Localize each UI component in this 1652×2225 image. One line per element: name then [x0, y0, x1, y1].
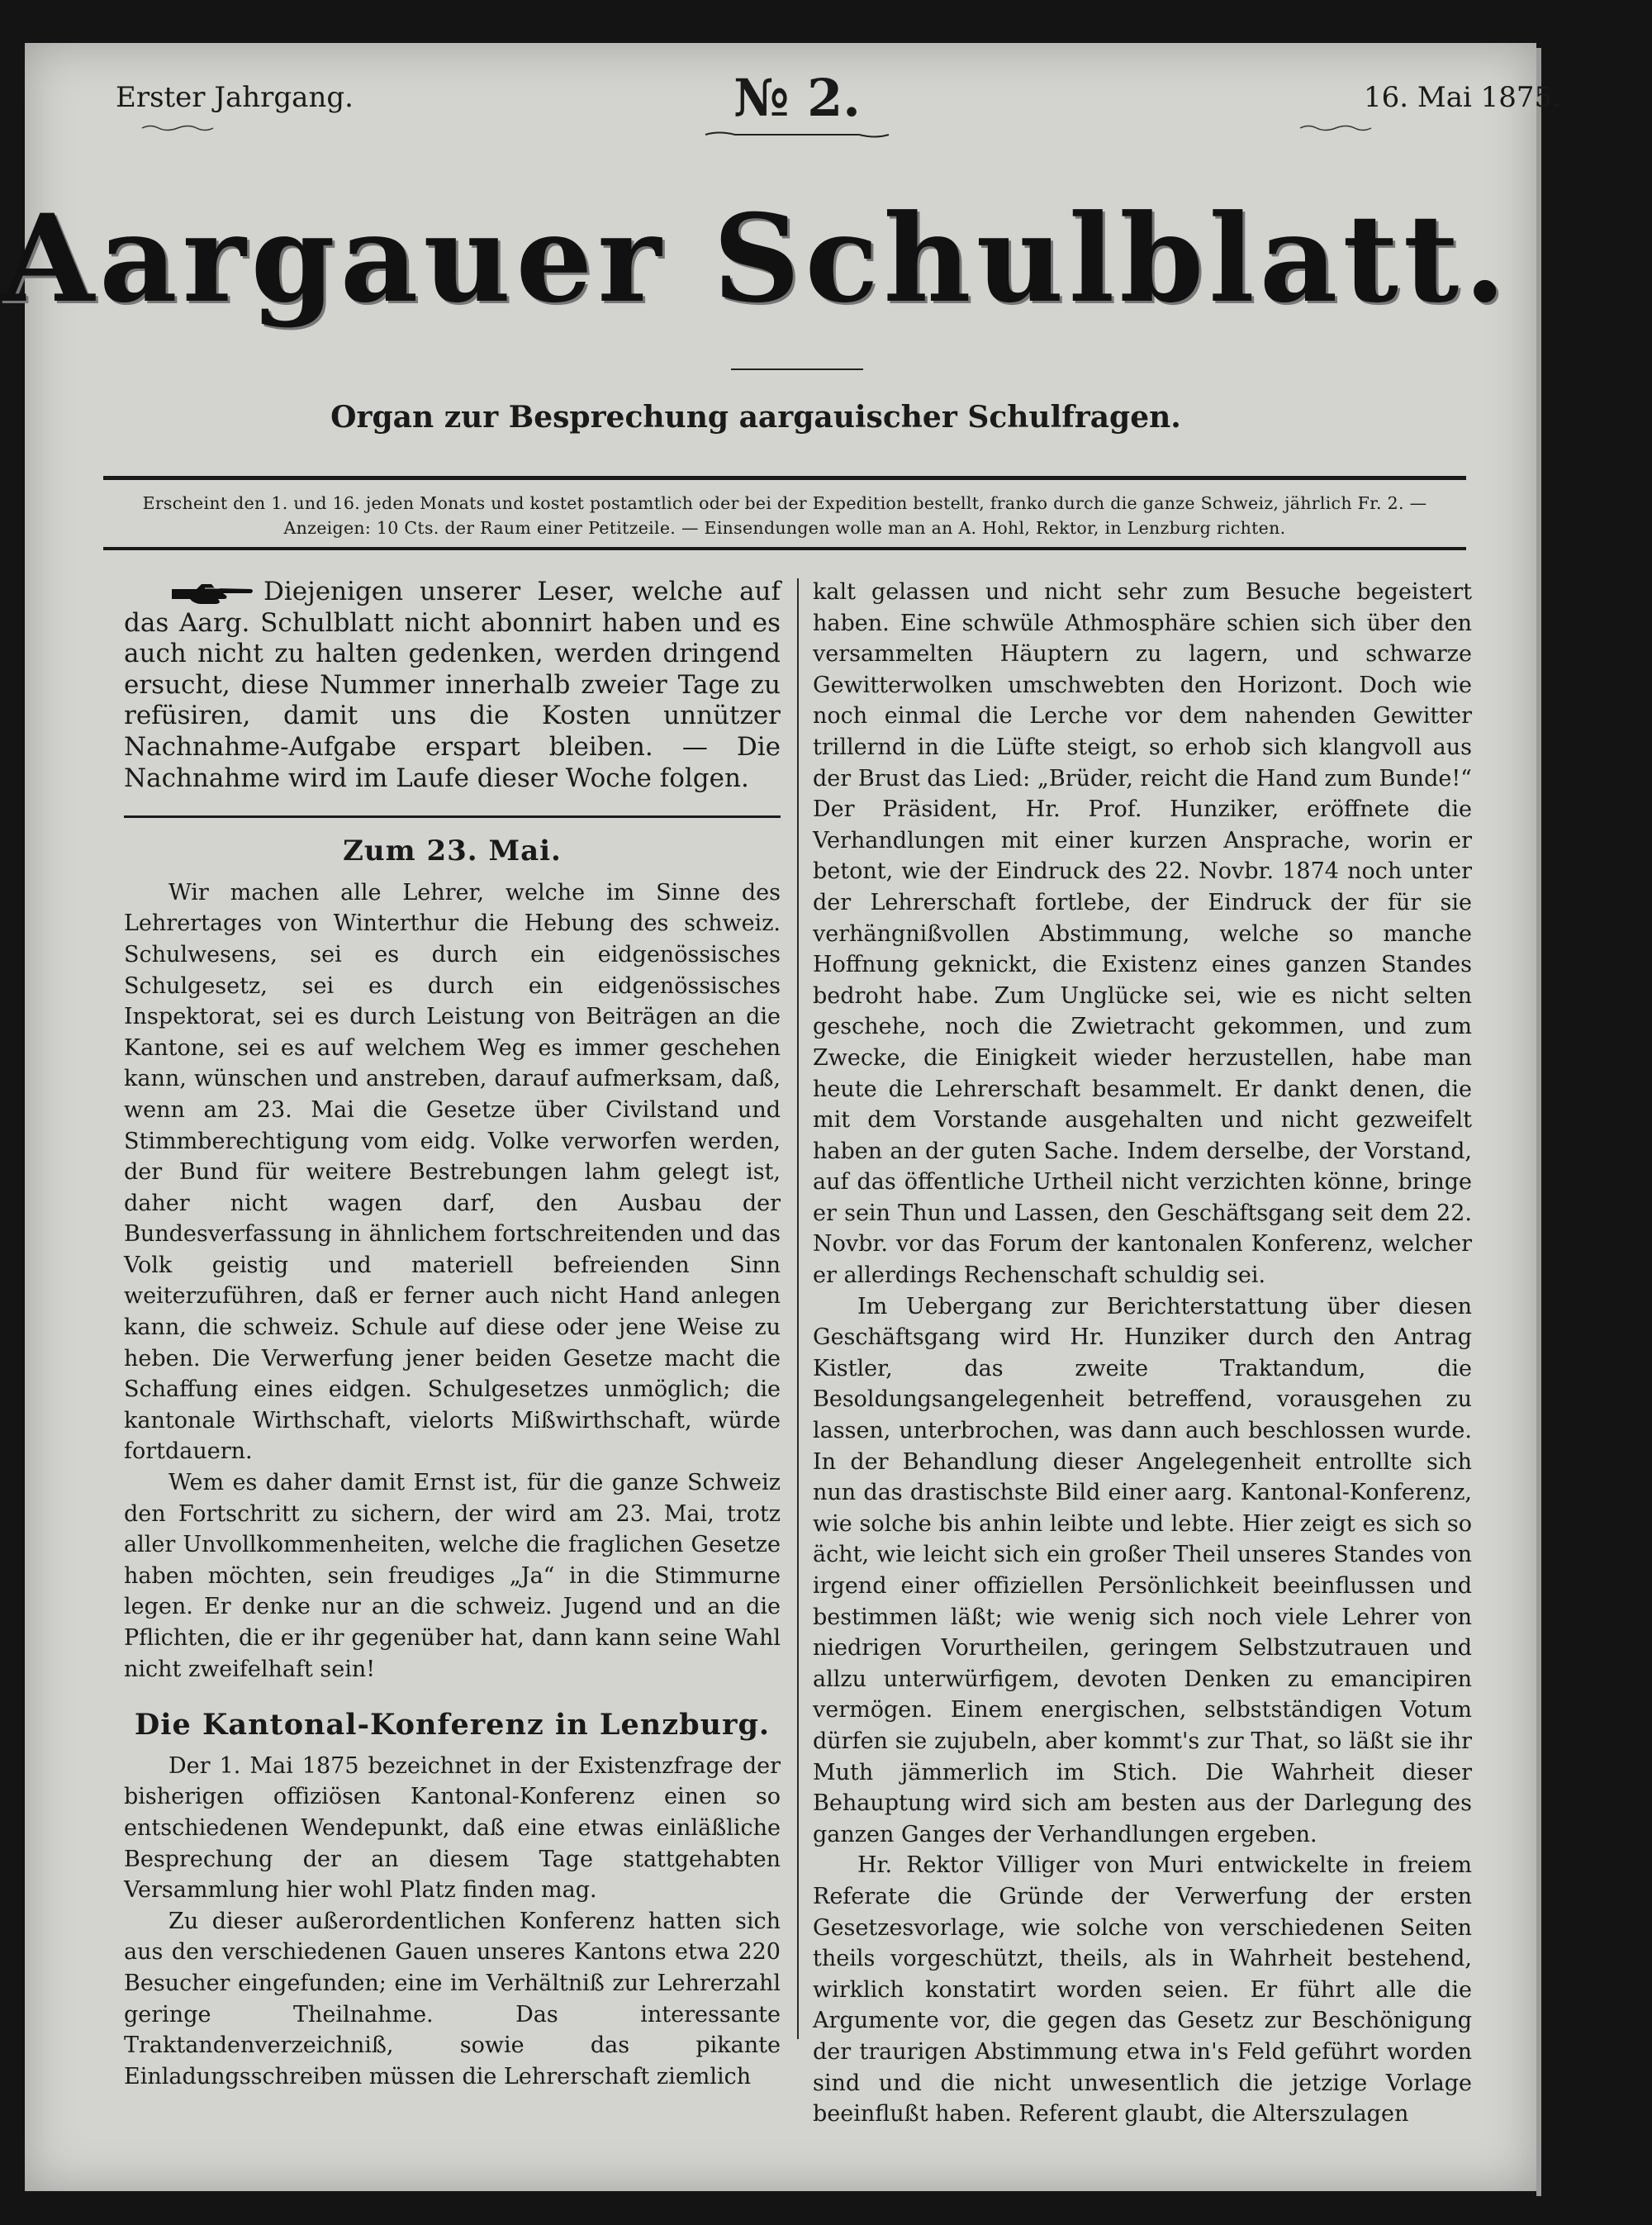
notice-text: Diejenigen unserer Leser, welche auf das Aarg. Schulblatt nicht abonnirt haben und es auch nicht zu halten gedenken, werden dringend ersucht, diese Nummer innerhalb zweier Tage zu refüsiren, damit uns die Kosten unnützer Nachnahme-Aufgabe erspart bleiben. — Die Nachnahme wird im Laufe dieser Woche folgen. — [124, 577, 781, 793]
article-paragraph: kalt gelassen und nicht sehr zum Besuche begeistert haben. Eine schwüle Athmosphäre schien sich über den versammelten Häuptern zu lagern, und schwarze Gewitterwolken umschwebten den Horizont. Doch wie noch einmal die Lerche vor dem nahenden Gewitter trillernd in die Lüfte steigt, so erhob sich klangvoll aus der Brust das Lied: „Brüder, reicht die Hand zum Bunde!“ Der Präsident, Hr. Prof. Hunziker, eröffnete die Verhandlungen mit einer kurzen Ansprache, worin er betont, wie der Eindruck des 22. Novbr. 1874 noch unter der Lehrerschaft fortlebe, der Eindruck der für sie verhängnißvollen Abstimmung, welche so manche Hoffnung geknickt, die Existenz eines ganzen Standes bedroht habe. Zum Unglücke sei, wie es nicht selten geschehe, noch die Zwietracht gekommen, und zum Zwecke, die Einigkeit wieder herzustellen, habe man heute die Lehrerschaft besammelt. Er dankt denen, die mit dem Vorstande ausgehalten und nicht gezweifelt haben an der guten Sache. Indem derselbe, der Vorstand, auf das öffentliche Urtheil nicht verzichten könne, bringe er sein Thun und Lassen, den Geschäftsgang seit dem 22. Novbr. vor das Forum der kantonalen Konferenz, welcher er allerdings Rechenschaft schuldig sei. — [813, 579, 1472, 1289]
imprint-line-2: Anzeigen: 10 Cts. der Raum einer Petitzeile. — Einsendungen wolle man an A. Hohl, Rektor, in Lenzburg richten. — [283, 518, 1286, 538]
article-paragraph: Wem es daher damit Ernst ist, für die ganze Schweiz den Fortschritt zu sichern, der wird am 23. Mai, trotz aller Unvollkommenheiten, welche die fraglichen Gesetze haben möchten, sein freudiges „Ja“ in die Stimmurne legen. Er denke nur an die schweiz. Jugend und an die Pflichten, die er ihr gegenüber hat, dann kann seine Wahl nicht zweifelhaft sein! — [124, 1470, 781, 1682]
imprint-box — [103, 491, 1466, 540]
article-heading: Die Kantonal-Konferenz in Lenzburg. — [134, 1708, 771, 1742]
issue-date: 16. Mai 1875. — [1364, 81, 1561, 114]
section-rule — [124, 815, 781, 818]
subscriber-notice — [124, 577, 781, 794]
pointing-hand-icon — [169, 581, 255, 606]
masthead-title: Aargauer Schulblatt. — [0, 188, 1512, 330]
masthead-subtitle: Organ zur Besprechung aargauischer Schulfragen. — [330, 400, 1181, 435]
masthead-rule — [731, 368, 863, 370]
article-paragraph: Zu dieser außerordentlichen Konferenz hatten sich aus den verschiedenen Gauen unseres Kantons etwa 220 Besucher eingefunden; eine im Verhältniß zur Lehrerzahl geringe Theilnahme. Das interessante Traktandenverzeichniß, sowie das pikante Einladungsschreiben müssen die Lehrerschaft ziemlich — [124, 1908, 781, 2090]
ornament-swash — [140, 124, 215, 132]
right-column — [813, 577, 1472, 2130]
article-paragraph: Der 1. Mai 1875 bezeichnet in der Existenzfrage der bisherigen offiziösen Kantonal-Konferenz einen so entschiedenen Wendepunkt, daß eine etwas einläßliche Besprechung der an diesem Tage stattgehabten Versammlung hier wohl Platz finden mag. — [124, 1752, 781, 1904]
page-edge — [1536, 48, 1541, 2196]
article-paragraph: Im Uebergang zur Berichterstattung über diesen Geschäftsgang wird Hr. Hunziker durch den Antrag Kistler, das zweite Traktandum, die Besoldungsangelegenheit betreffend, vorausgehen zu lassen, unterbrochen, was dann auch beschlossen wurde. In der Behandlung dieser Angelegenheit entrollte sich nun das drastischste Bild einer aarg. Kantonal-Konferenz, wie solche bis anhin leibte und lebte. Hier zeigt es sich so ächt, wie leicht sich ein großer Theil unseres Standes von irgend einer offiziellen Persönlichkeit beeinflussen und bestimmen läßt; wie wenig sich noch viele Lehrer von niedrigen Vorurtheilen, geringem Selbstzutrauen und allzu unterwürfigem, devoten Denken zu emancipiren vermögen. Einem energischen, selbstständigen Votum dürfen sie zujubeln, aber kommt's zur That, so läßt sie ihr Muth jämmerlich im Stich. Die Wahrheit dieser Behauptung wird sich am besten aus der Darlegung des ganzen Ganges der Verhandlungen ergeben. — [813, 1293, 1472, 1847]
issue-number-underline — [702, 129, 892, 140]
left-column — [124, 577, 781, 2092]
issue-number-block — [702, 68, 892, 144]
issue-number: № 2. — [733, 68, 861, 128]
article-heading: Zum 23. Mai. — [343, 834, 562, 868]
imprint-rule-bottom — [103, 547, 1466, 550]
article-paragraph: Hr. Rektor Villiger von Muri entwickelte in freiem Referate die Gründe der Verwerfung der ersten Gesetzesvorlage, wie solche von verschiedenen Seiten theils vorgeschützt, theils, als in Wahrheit bestehend, wirklich konstatirt worden seien. Er führt alle die Argumente vor, die gegen das Gesetz zur Beschönigung der traurigen Abstimmung etwa in's Feld geführt worden sind und die nicht unwesentlich die jetzige Vorlage beeinflußt haben. Referent glaubt, die Alterszulagen — [813, 1852, 1472, 2128]
ornament-swash — [1298, 124, 1373, 132]
imprint-line-1: Erscheint den 1. und 16. jeden Monats und kostet postamtlich oder bei der Expedition bestellt, franko durch die ganze Schweiz, jährlich Fr. 2. — — [142, 493, 1427, 513]
column-divider — [797, 578, 799, 2039]
imprint-rule-top — [103, 476, 1466, 480]
volume-label: Erster Jahrgang. — [116, 81, 354, 114]
article-paragraph: Wir machen alle Lehrer, welche im Sinne des Lehrertages von Winterthur die Hebung des schweiz. Schulwesens, sei es durch ein eidgenössisches Schulgesetz, sei es durch ein eidgenössisches Inspektorat, sei es durch Leistung von Beiträgen an die Kantone, sei es auf welchem Weg es immer geschehen kann, wünschen und anstreben, darauf aufmerksam, daß, wenn am 23. Mai die Gesetze über Civilstand und Stimmberechtigung vom eidg. Volke verworfen werden, der Bund für weitere Bestrebungen lahm gelegt ist, daher nicht wagen darf, den Ausbau der Bundesverfassung in ähnlichem fortschreitenden und das Volk geistig und materiell befreienden Sinn weiterzuführen, daß er ferner auch nicht Hand anlegen kann, die schweiz. Schule auf diese oder jene Weise zu heben. Die Verwerfung jener beiden Gesetze macht die Schaffung eines eidgen. Schulgesetzes unmöglich; die kantonale Wirthschaft, vielorts Mißwirthschaft, würde fortdauern. — [124, 879, 781, 1465]
